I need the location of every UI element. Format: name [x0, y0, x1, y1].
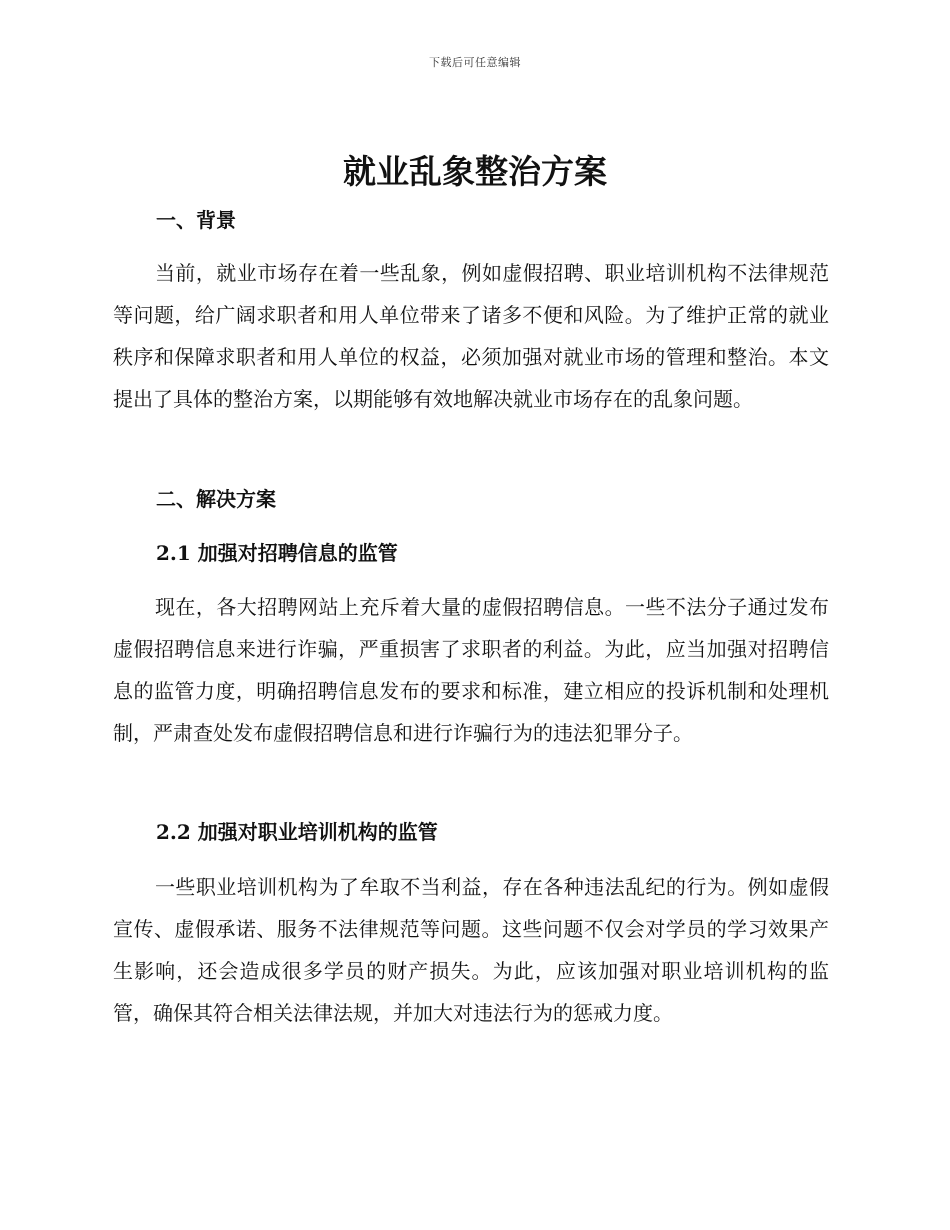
- section-heading-recruitment-supervision: 2.1 加强对招聘信息的监管: [156, 541, 398, 565]
- paragraph-training-supervision: 一些职业培训机构为了牟取不当利益，存在各种违法乱纪的行为。例如虚假宣传、虚假承诺、服务不法律规范等问题。这些问题不仅会对学员的学习效果产生影响，还会造成很多学员的财产损失。为此，应该加强对职业培训机构的监管，确保其符合相关法律法规，并加大对违法行为的惩戒力度。: [113, 875, 829, 1025]
- header-note: 下载后可任意编辑: [429, 56, 521, 69]
- section-heading-background: 一、背景: [156, 208, 236, 232]
- document-title: 就业乱象整治方案: [343, 152, 607, 191]
- section-heading-solutions: 二、解决方案: [156, 487, 276, 511]
- paragraph-recruitment-supervision: 现在，各大招聘网站上充斥着大量的虚假招聘信息。一些不法分子通过发布虚假招聘信息来进行诈骗，严重损害了求职者的利益。为此，应当加强对招聘信息的监管力度，明确招聘信息发布的要求和标准，建立相应的投诉机制和处理机制，严肃查处发布虚假招聘信息和进行诈骗行为的违法犯罪分子。: [113, 595, 829, 745]
- paragraph-background: 当前，就业市场存在着一些乱象，例如虚假招聘、职业培训机构不法律规范等问题，给广阔求职者和用人单位带来了诸多不便和风险。为了维护正常的就业秩序和保障求职者和用人单位的权益，必须加强对就业市场的管理和整治。本文提出了具体的整治方案，以期能够有效地解决就业市场存在的乱象问题。: [113, 261, 829, 411]
- section-heading-training-supervision: 2.2 加强对职业培训机构的监管: [156, 820, 438, 844]
